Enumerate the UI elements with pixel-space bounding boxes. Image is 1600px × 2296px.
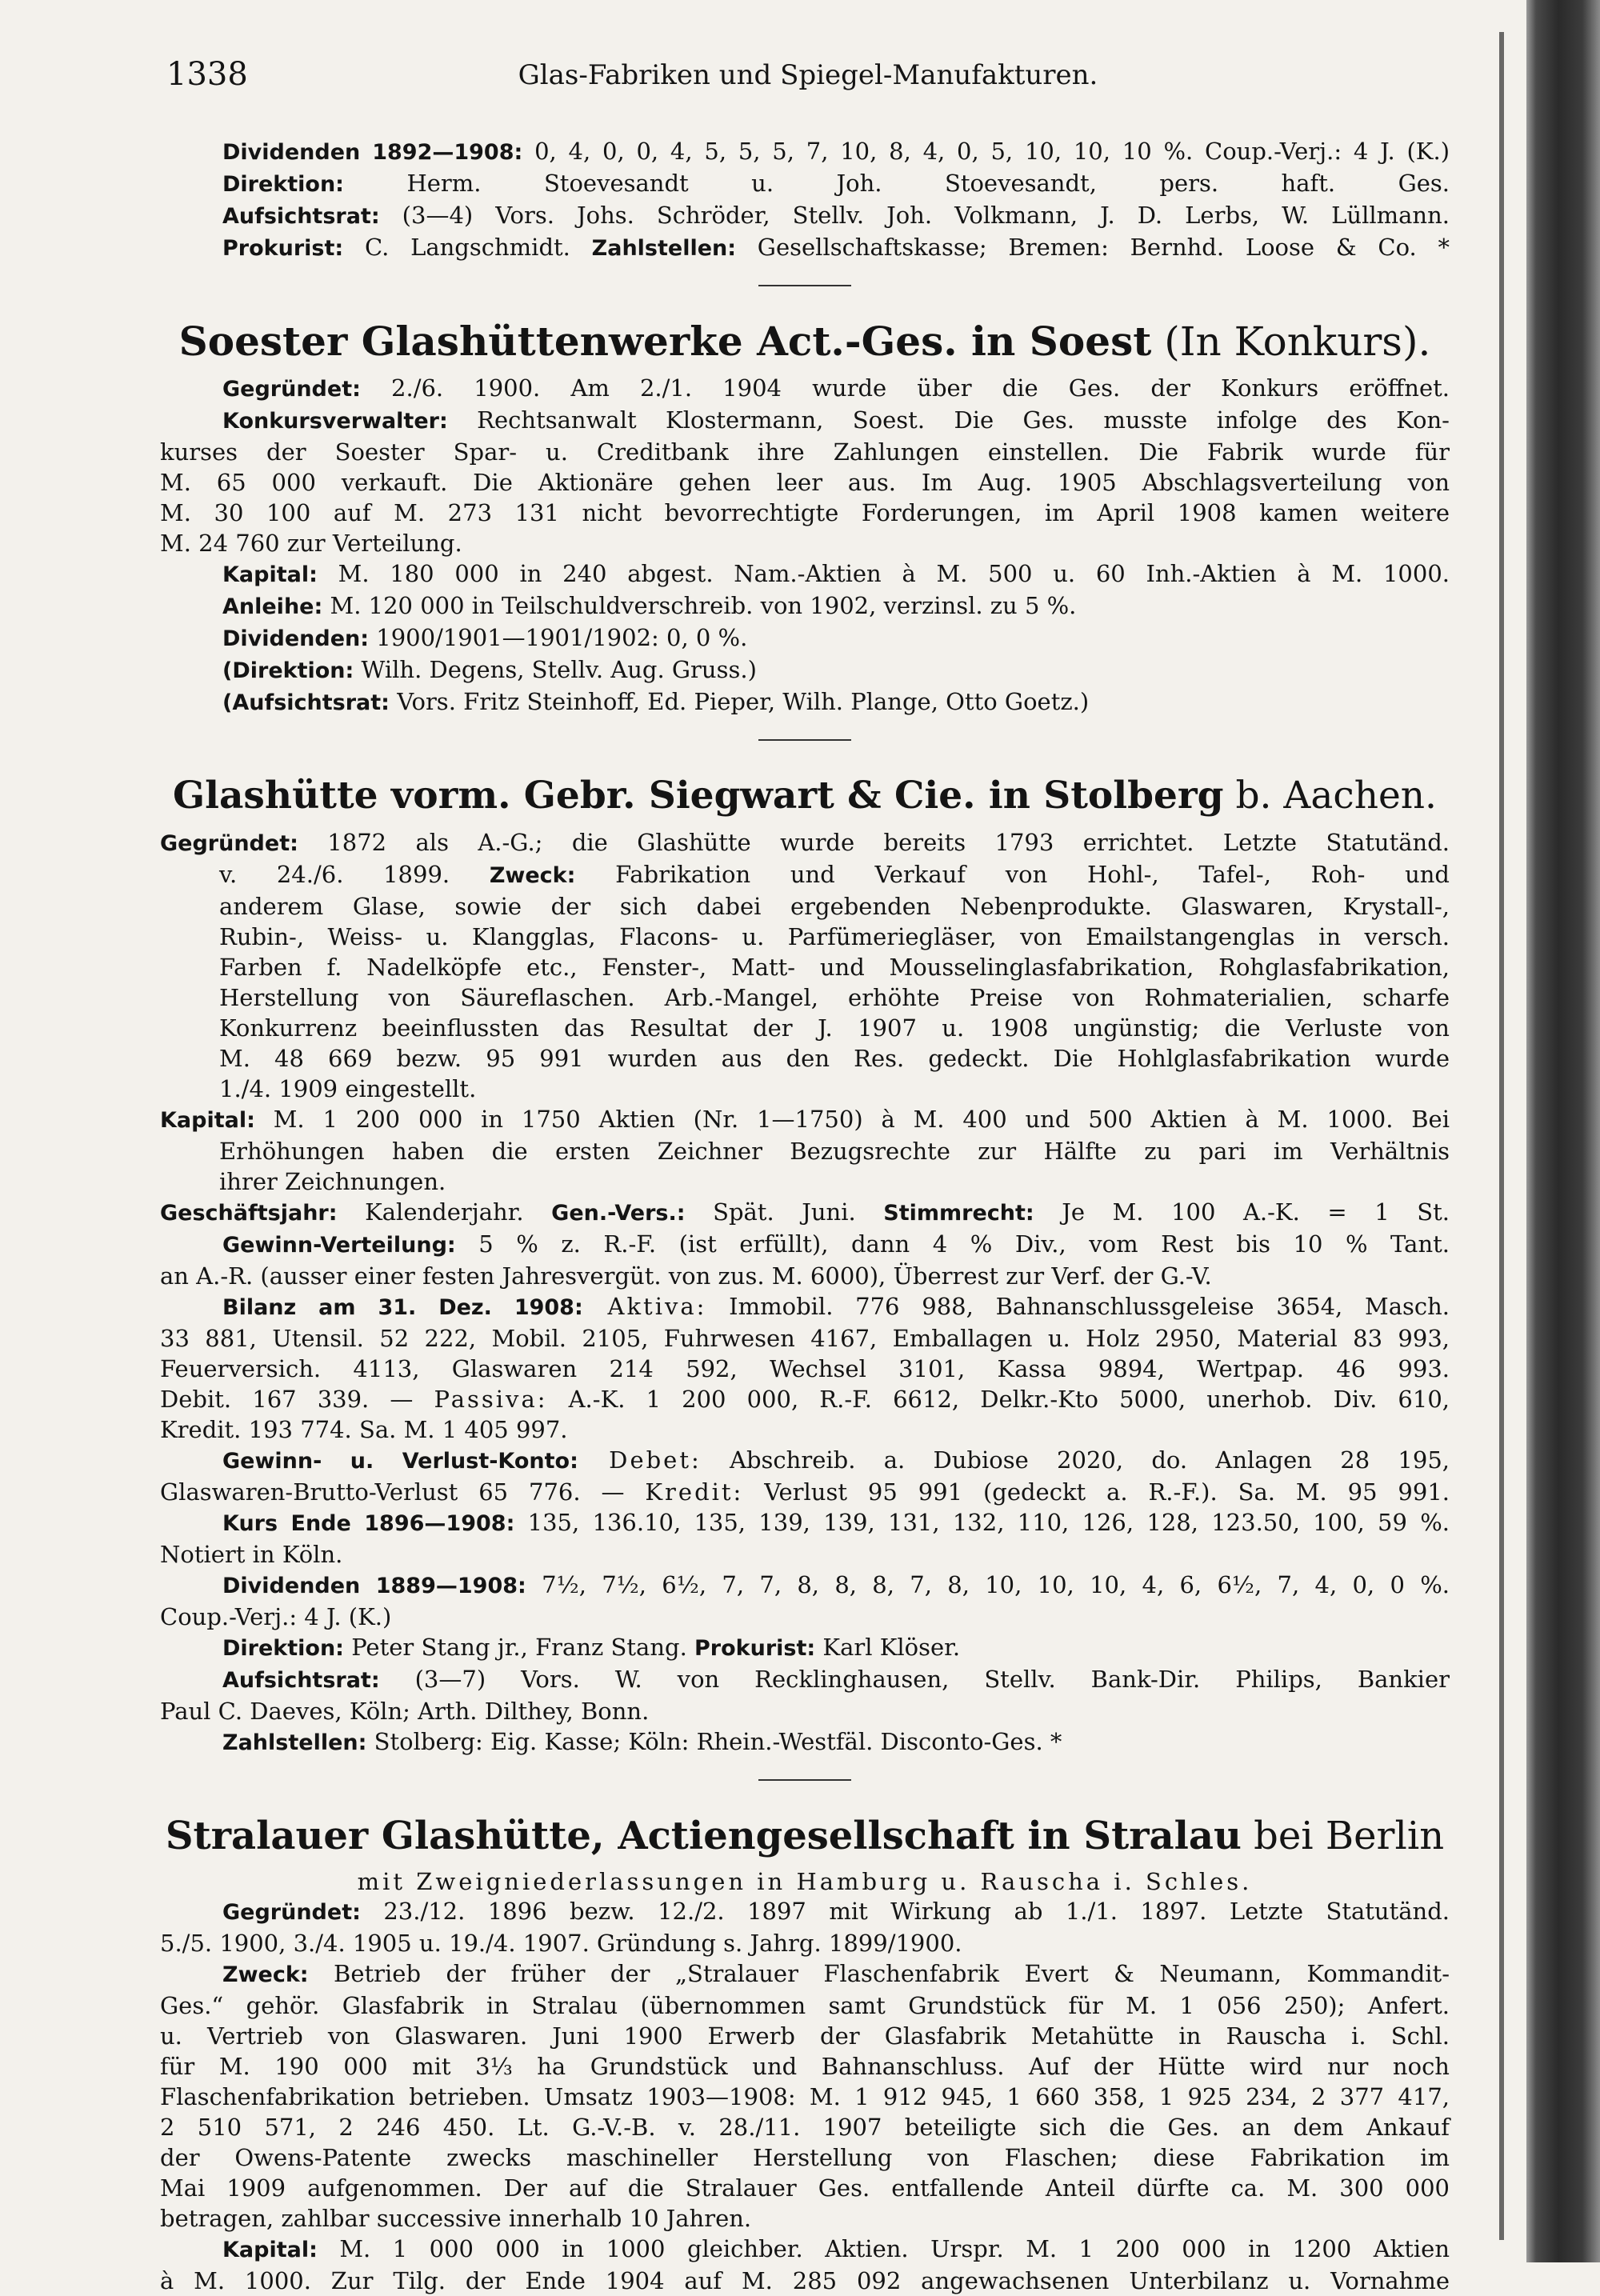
field-text: M. 1 200 000 in 1750 Aktien (Nr. 1—1750) à M. 400 und 500 Aktien à M. 1000. Bei — [254, 1106, 1450, 1133]
text-line — [160, 1602, 1450, 1632]
field-label: Konkursverwalter: — [222, 409, 448, 434]
field-label: Bilanz am 31. Dez. 1908: — [222, 1295, 583, 1320]
text-line — [160, 590, 1450, 622]
field-text: Abschreib. a. Dubiose 2020, do. Anlagen 28 195, — [701, 1446, 1450, 1474]
spaced-label: Debet: — [578, 1446, 702, 1474]
field-label: Gewinn- u. Verlust-Konto: — [222, 1449, 578, 1474]
field-text: Notiert in Köln. — [160, 1541, 343, 1568]
field-label: Dividenden 1889—1908: — [222, 1574, 526, 1598]
company-location-note: bei Berlin — [1241, 1814, 1445, 1858]
text-line — [160, 373, 1450, 405]
field-text: Verlust 95 991 (gedeckt a. R.-F.). Sa. M. 95 991. — [743, 1478, 1450, 1506]
field-label: Gegründet: — [160, 831, 298, 856]
field-text: für M. 190 000 mit 3⅓ ha Grundstück und Bahnanschluss. Auf der Hütte wird nur noch — [160, 2053, 1450, 2080]
field-label: (Direktion: — [222, 658, 354, 683]
text-line — [160, 1539, 1450, 1570]
field-text: (3—4) Vors. Johs. Schröder, Stellv. Joh. Volkmann, J. D. Lerbs, W. Lüllmann. — [379, 202, 1450, 229]
scan-edge-line — [1499, 32, 1504, 2240]
field-text: Peter Stang jr., Franz Stang. — [343, 1634, 695, 1661]
page-header — [166, 56, 1450, 98]
field-text: der Owens-Patente zwecks maschineller Herstellung von Flaschen; diese Fabrikation im — [160, 2144, 1450, 2171]
running-title: Glas-Fabriken und Spiegel-Manufakturen. — [518, 59, 1098, 91]
field-text: à M. 1000. Zur Tilg. der Ende 1904 auf M. 285 092 angewachsenen Unterbilanz u. Vornahme — [160, 2267, 1450, 2294]
text-line — [160, 1136, 1450, 1166]
field-label: Gegründet: — [222, 377, 361, 402]
field-text: Ges.“ gehör. Glasfabrik in Stralau (übernommen samt Grundstück für M. 1 056 250); Anfert. — [160, 1992, 1450, 2019]
field-text: Paul C. Daeves, Köln; Arth. Dilthey, Bonn. — [160, 1698, 650, 1725]
section-divider — [758, 1779, 851, 1781]
text-line — [160, 2082, 1450, 2112]
field-label: Stimmrecht: — [883, 1201, 1034, 1226]
field-text: Betrieb der früher der „Stralauer Flaschenfabrik Evert & Neumann, Kommandit- — [308, 1960, 1450, 1987]
field-label: Gewinn-Verteilung: — [222, 1233, 456, 1258]
text-line — [160, 1229, 1450, 1261]
field-text: M. 48 669 bezw. 95 991 wurden aus den Res. gedeckt. Die Hohlglasfabrikation wurde — [219, 1045, 1450, 1072]
field-text: M. 120 000 in Teilschuldverschreib. von 1902, verzinsl. zu 5 %. — [322, 592, 1077, 619]
field-label: Zahlstellen: — [222, 1730, 367, 1755]
field-text: Rubin-, Weiss- u. Klangglas, Flacons- u. Parfümeriegläser, von Emailstangenglas in versch. — [219, 923, 1450, 950]
text-line — [160, 1726, 1450, 1758]
text-line — [160, 528, 1450, 558]
field-text: M. 1 000 000 in 1000 gleichber. Aktien. Urspr. M. 1 200 000 in 1200 Aktien — [317, 2235, 1450, 2262]
text-line — [160, 1074, 1450, 1104]
field-text: Mai 1909 aufgenommen. Der auf die Stralauer Ges. entfallende Anteil dürfte ca. M. 300 000 — [160, 2174, 1450, 2202]
field-label: Kapital: — [160, 1108, 255, 1133]
text-line — [160, 1445, 1450, 1477]
text-line — [160, 168, 1450, 200]
field-text: Kredit. 193 774. Sa. M. 1 405 997. — [160, 1416, 568, 1443]
text-line — [160, 1477, 1450, 1507]
field-text: betragen, zahlbar successive innerhalb 10 Jahren. — [160, 2205, 752, 2232]
company-name: Stralauer Glashütte, Actiengesellschaft in Stralau — [165, 1814, 1242, 1858]
company-name: Soester Glashüttenwerke Act.-Ges. in Soest — [178, 318, 1152, 365]
page-number: 1338 — [166, 56, 248, 93]
field-text: 1872 als A.-G.; die Glashütte wurde bereits 1793 errichtet. Letzte Statutänd. — [298, 829, 1450, 856]
text-line — [160, 1291, 1450, 1323]
field-label: Direktion: — [222, 1636, 344, 1661]
section-divider — [758, 739, 851, 741]
field-text: an A.-R. (ausser einer festen Jahresvergüt. von zus. M. 6000), Überrest zur Verf. der G.-V. — [160, 1262, 1212, 1290]
text-line — [160, 1664, 1450, 1696]
spaced-label: Aktiva: — [582, 1293, 707, 1320]
field-text: Herstellung von Säureflaschen. Arb.-Mangel, erhöhte Preise von Rohmaterialien, scharfe — [219, 984, 1450, 1011]
field-text: Debit. 167 339. — — [160, 1386, 434, 1413]
field-text: M. 30 100 auf M. 273 131 nicht bevorrechtigte Forderungen, im April 1908 kamen weitere — [160, 499, 1450, 526]
field-text: Gesellschaftskasse; Bremen: Bernhd. Loose & Co. * — [736, 234, 1450, 261]
field-text: C. Langschmidt. — [343, 234, 592, 261]
company-subtitle: mit Zweigniederlassungen in Hamburg u. Rauscha i. Schles. — [357, 1868, 1253, 1895]
field-text: Wilh. Degens, Stellv. Aug. Gruss.) — [354, 656, 757, 683]
text-line — [160, 232, 1450, 264]
field-text: Flaschenfabrikation betrieben. Umsatz 1903—1908: M. 1 912 945, 1 660 358, 1 925 234, 2 377 417, — [160, 2083, 1450, 2110]
text-line — [160, 1013, 1450, 1043]
text-line — [160, 2112, 1450, 2142]
field-label: Kapital: — [222, 2238, 318, 2262]
text-line — [160, 2051, 1450, 2082]
text-line — [160, 2266, 1450, 2296]
field-label: Aufsichtsrat: — [222, 1668, 380, 1693]
text-line — [160, 1990, 1450, 2021]
field-text: v. 24./6. 1899. — [219, 861, 490, 888]
field-label: Anleihe: — [222, 594, 323, 619]
text-line — [160, 891, 1450, 922]
field-label: Gegründet: — [222, 1900, 361, 1925]
field-text: Je M. 100 A.-K. = 1 St. — [1034, 1198, 1450, 1226]
text-line — [160, 1696, 1450, 1726]
field-text: 1900/1901—1901/1902: 0, 0 %. — [369, 624, 748, 651]
text-line — [160, 405, 1450, 437]
text-line — [160, 622, 1450, 654]
field-label: Dividenden: — [222, 626, 370, 651]
company-heading — [160, 315, 1450, 368]
field-text: Fabrikation und Verkauf von Hohl-, Tafel-, Roh- und — [575, 861, 1450, 888]
field-text: kurses der Soester Spar- u. Creditbank ihre Zahlungen einstellen. Die Fabrik wurde für — [160, 438, 1450, 466]
field-text: Vors. Fritz Steinhoff, Ed. Pieper, Wilh. Plange, Otto Goetz.) — [389, 688, 1090, 715]
text-line — [160, 1043, 1450, 1074]
company-heading — [160, 770, 1450, 822]
scan-edge-shadow — [1526, 0, 1600, 2262]
text-line — [160, 437, 1450, 467]
field-text: 0, 4, 0, 0, 4, 5, 5, 5, 7, 10, 8, 4, 0, 5, 10, 10, 10 %. Coup.-Verj.: 4 J. (K.) — [522, 138, 1450, 165]
text-line — [160, 2142, 1450, 2173]
section-divider — [758, 285, 851, 286]
field-text: (3—7) Vors. W. von Recklinghausen, Stellv. Bank-Dir. Philips, Bankier — [379, 1666, 1450, 1693]
text-line — [160, 952, 1450, 982]
field-text: Spät. Juni. — [685, 1198, 884, 1226]
text-line — [160, 2021, 1450, 2051]
text-line — [160, 467, 1450, 498]
field-label: Zahlstellen: — [591, 236, 737, 261]
field-text: 135, 136.10, 135, 139, 139, 131, 132, 110, 126, 128, 123.50, 100, 59 %. — [514, 1509, 1450, 1536]
text-line — [160, 1197, 1450, 1229]
field-label: (Aufsichtsrat: — [222, 690, 390, 715]
text-line — [160, 982, 1450, 1013]
text-line — [160, 2173, 1450, 2203]
text-line — [160, 200, 1450, 232]
field-label: Prokurist: — [222, 236, 344, 261]
text-line — [160, 1414, 1450, 1445]
text-line — [160, 1323, 1450, 1354]
text-line — [160, 1570, 1450, 1602]
field-text: Konkurrenz beeinflussten das Resultat der J. 1907 u. 1908 ungünstig; die Verluste von — [219, 1014, 1450, 1042]
text-line — [160, 1958, 1450, 1990]
field-label: Direktion: — [222, 172, 344, 197]
field-text: 2./6. 1900. Am 2./1. 1904 wurde über die Ges. der Konkurs eröffnet. — [360, 374, 1450, 402]
field-text: Karl Klöser. — [815, 1634, 961, 1661]
field-text: Rechtsanwalt Klostermann, Soest. Die Ges. musste infolge des Kon- — [447, 406, 1450, 434]
text-line — [160, 1384, 1450, 1414]
text-line — [160, 498, 1450, 528]
text-line — [160, 859, 1450, 891]
field-text: ihrer Zeichnungen. — [219, 1168, 446, 1195]
field-label: Prokurist: — [694, 1636, 816, 1661]
company-heading — [160, 1810, 1450, 1862]
field-label: Kapital: — [222, 562, 318, 587]
field-text: A.-K. 1 200 000, R.-F. 6612, Delkr.-Kto 5000, unerhob. Div. 610, — [547, 1386, 1450, 1413]
text-line — [160, 136, 1450, 168]
field-text: 2 510 571, 2 246 450. Lt. G.-V.-B. v. 28./11. 1907 beteiligte sich die Ges. an dem Ankauf — [160, 2114, 1450, 2141]
field-text: anderem Glase, sowie der sich dabei ergebenden Nebenprodukte. Glaswaren, Krystall-, — [219, 893, 1450, 920]
company-location-note: b. Aachen. — [1223, 774, 1438, 818]
field-text: Erhöhungen haben die ersten Zeichner Bezugsrechte zur Hälfte zu pari im Verhältnis — [219, 1138, 1450, 1165]
page-content — [160, 136, 1450, 2296]
entry-section — [160, 136, 1450, 264]
field-label: Zweck: — [222, 1962, 309, 1987]
field-text: Immobil. 776 988, Bahnanschlussgeleise 3654, Masch. — [706, 1293, 1450, 1320]
text-line — [160, 1104, 1450, 1136]
field-text: M. 24 760 zur Verteilung. — [160, 530, 462, 557]
field-text: Herm. Stoevesandt u. Joh. Stoevesandt, pers. haft. Ges. — [343, 170, 1450, 197]
field-text: u. Vertrieb von Glaswaren. Juni 1900 Erwerb der Glasfabrik Metahütte in Rauscha i. Schl. — [160, 2022, 1450, 2050]
text-line — [160, 1354, 1450, 1384]
text-line — [160, 1166, 1450, 1197]
text-line — [160, 654, 1450, 686]
field-label: Aufsichtsrat: — [222, 204, 380, 229]
entry-section — [160, 315, 1450, 718]
field-text: Feuerversich. 4113, Glaswaren 214 592, Wechsel 3101, Kassa 9894, Wertpap. 46 993. — [160, 1355, 1450, 1382]
text-line — [160, 686, 1450, 718]
text-line — [160, 1928, 1450, 1958]
company-name: Glashütte vorm. Gebr. Siegwart & Cie. in Stolberg — [172, 774, 1224, 818]
field-label: Gen.-Vers.: — [551, 1201, 686, 1226]
field-text: Farben f. Nadelköpfe etc., Fenster-, Matt- und Mousselinglasfabrikation, Rohglasfabrikation, — [219, 954, 1450, 981]
field-text: 5 % z. R.-F. (ist erfüllt), dann 4 % Div., vom Rest bis 10 % Tant. — [455, 1230, 1450, 1258]
text-line — [160, 1632, 1450, 1664]
field-label: Zweck: — [489, 863, 576, 888]
field-text: M. 65 000 verkauft. Die Aktionäre gehen leer aus. Im Aug. 1905 Abschlagsverteilung von — [160, 469, 1450, 496]
field-label: Geschäftsjahr: — [160, 1201, 338, 1226]
field-label: Kurs Ende 1896—1908: — [222, 1511, 515, 1536]
field-text: Stolberg: Eig. Kasse; Köln: Rhein.-Westfäl. Disconto-Ges. * — [366, 1728, 1062, 1755]
field-text: Kalenderjahr. — [337, 1198, 552, 1226]
text-line — [160, 922, 1450, 952]
field-text: Glaswaren-Brutto-Verlust 65 776. — — [160, 1478, 646, 1506]
field-text: M. 180 000 in 240 abgest. Nam.-Aktien à M. 500 u. 60 Inh.-Aktien à M. 1000. — [317, 560, 1450, 587]
text-line — [160, 2203, 1450, 2234]
text-line — [160, 827, 1450, 859]
field-label: Dividenden 1892—1908: — [222, 140, 523, 165]
field-text: 23./12. 1896 bezw. 12./2. 1897 mit Wirkung ab 1./1. 1897. Letzte Statutänd. — [360, 1898, 1450, 1925]
text-line — [160, 1261, 1450, 1291]
spaced-label: Passiva: — [434, 1386, 548, 1413]
field-text: 1./4. 1909 eingestellt. — [219, 1075, 477, 1102]
field-text: 33 881, Utensil. 52 222, Mobil. 2105, Fuhrwesen 4167, Emballagen u. Holz 2950, Material 83 993, — [160, 1325, 1450, 1352]
entry-section — [160, 770, 1450, 1758]
field-text: 5./5. 1900, 3./4. 1905 u. 19./4. 1907. Gründung s. Jahrg. 1899/1900. — [160, 1930, 962, 1957]
company-location-note: (In Konkurs). — [1151, 318, 1431, 365]
text-line — [160, 558, 1450, 590]
entry-section — [160, 1810, 1450, 2296]
text-line — [160, 2234, 1450, 2266]
field-text: Coup.-Verj.: 4 J. (K.) — [160, 1603, 392, 1630]
field-text: 7½, 7½, 6½, 7, 7, 8, 8, 8, 7, 8, 10, 10, 10, 4, 6, 6½, 7, 4, 0, 0 %. — [526, 1571, 1450, 1598]
text-line — [160, 1507, 1450, 1539]
text-line — [160, 1896, 1450, 1928]
spaced-label: Kredit: — [645, 1478, 744, 1506]
